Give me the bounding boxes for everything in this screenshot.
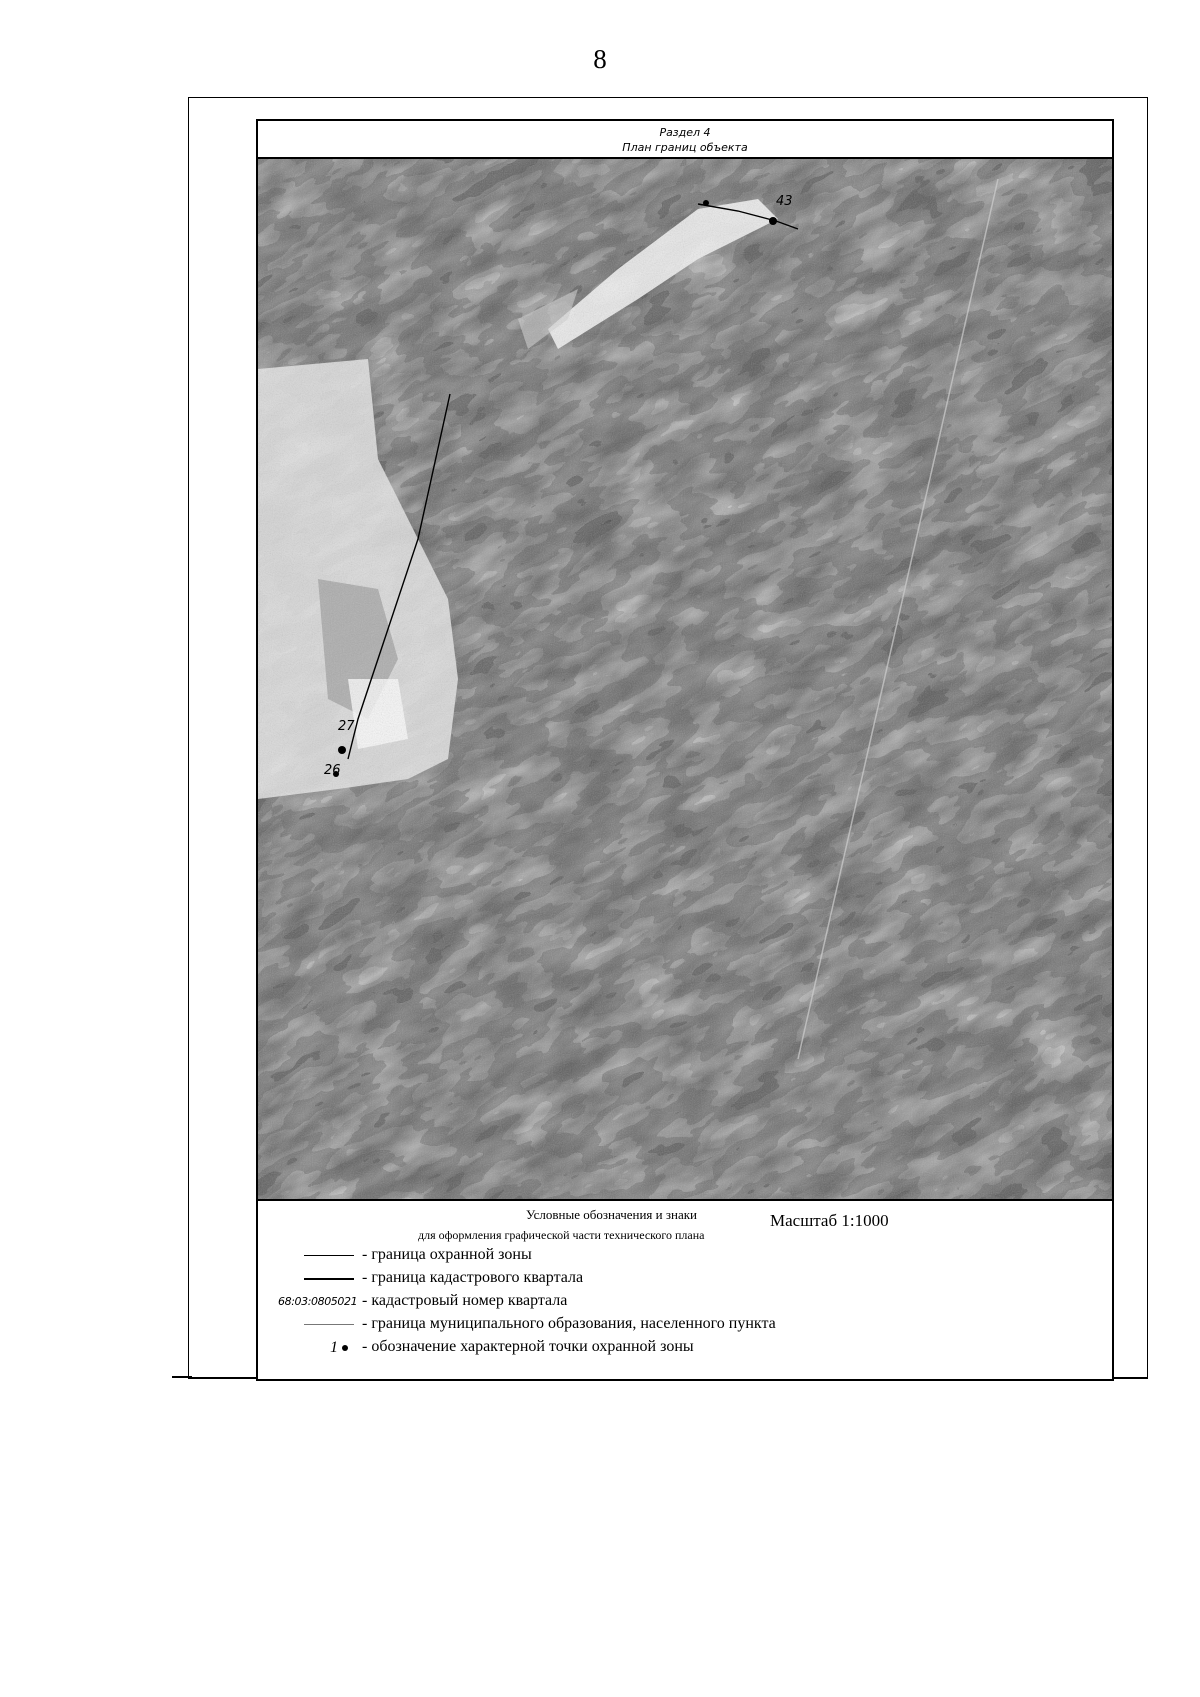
legend-item-municipal-boundary — [258, 1314, 1112, 1338]
legend-symbol-line — [278, 1245, 358, 1267]
point-marker-27 — [338, 746, 346, 754]
point-dot-icon — [342, 1345, 348, 1351]
point-label-26: 26 — [324, 763, 341, 778]
plan-title: План границ объекта — [622, 141, 748, 154]
point-label-27: 27 — [338, 719, 355, 734]
map-scale: Масштаб 1:1000 — [770, 1211, 889, 1230]
point-marker — [703, 200, 709, 206]
legend-symbol-point — [278, 1337, 358, 1359]
section-number: Раздел 4 — [659, 126, 711, 139]
legend-item-zone-boundary — [258, 1245, 1112, 1269]
legend-item-cadastral-number — [258, 1291, 1112, 1315]
section-header — [258, 121, 1112, 159]
legend-title: Условные обозначения и знаки — [526, 1207, 697, 1222]
point-label-43: 43 — [776, 194, 793, 209]
satellite-map — [258, 159, 1112, 1199]
point-marker-43 — [769, 217, 777, 225]
legend-text: - кадастровый номер квартала — [362, 1292, 568, 1309]
legend-item-quarter-boundary — [258, 1268, 1112, 1292]
point-number-sample: 1 — [330, 1339, 338, 1356]
legend-symbol-cadnum — [278, 1291, 358, 1313]
legend — [258, 1199, 1112, 1379]
legend-text: - граница кадастрового квартала — [362, 1269, 584, 1286]
legend-symbol-thick-line — [278, 1268, 358, 1290]
legend-item-characteristic-point — [258, 1337, 1112, 1361]
legend-subtitle: для оформления графической части технического плана — [418, 1228, 705, 1242]
legend-text: - граница муниципального образования, населенного пункта — [362, 1315, 776, 1332]
legend-text: - обозначение характерной точки охранной зоны — [362, 1338, 694, 1355]
map-image — [258, 159, 1112, 1199]
legend-text: - граница охранной зоны — [362, 1246, 532, 1263]
page-number: 8 — [593, 44, 607, 74]
cadastral-number-sample: 68:03:0805021 — [278, 1295, 358, 1308]
legend-symbol-thin-line — [278, 1314, 358, 1336]
frame-extension — [172, 1376, 192, 1378]
plan-sheet — [256, 119, 1114, 1381]
